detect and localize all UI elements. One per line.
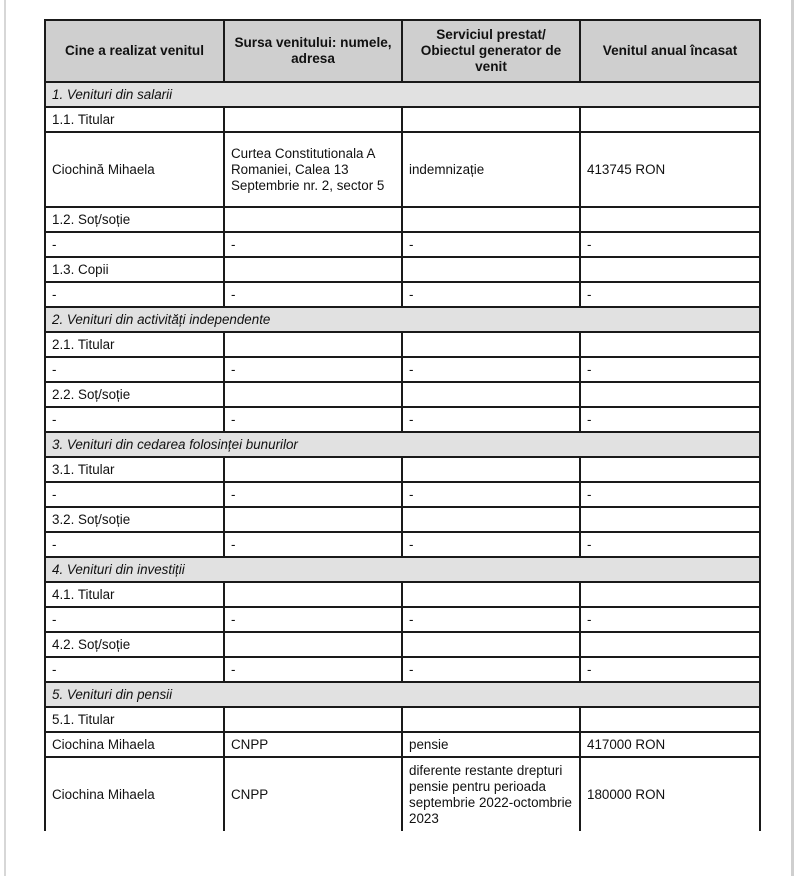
empty-cell [224, 507, 402, 532]
dash-cell: - [580, 282, 760, 307]
section-title-investments: 4. Venituri din investiții [45, 557, 760, 582]
row-label: 4.2. Soț/soție [45, 632, 224, 657]
dash-cell: - [224, 657, 402, 682]
row-label: 2.1. Titular [45, 332, 224, 357]
table-row [45, 532, 760, 557]
row-label: 5.1. Titular [45, 707, 224, 732]
empty-cell [224, 582, 402, 607]
section-row [45, 432, 760, 457]
dash-cell: - [402, 407, 580, 432]
header-source: Sursa venitului: numele, adresa [224, 20, 402, 82]
table-row [45, 657, 760, 682]
section-title-independent: 2. Venituri din activități independente [45, 307, 760, 332]
table-row [45, 457, 760, 482]
dash-cell: - [402, 232, 580, 257]
dash-cell: - [580, 407, 760, 432]
dash-cell: - [402, 657, 580, 682]
dash-cell: - [224, 407, 402, 432]
empty-cell [224, 257, 402, 282]
dash-cell: - [402, 282, 580, 307]
dash-cell: - [402, 532, 580, 557]
dash-cell: - [45, 482, 224, 507]
dash-cell: - [580, 232, 760, 257]
section-row [45, 557, 760, 582]
header-amount: Venitul anual încasat [580, 20, 760, 82]
table-row [45, 257, 760, 282]
dash-cell: - [580, 482, 760, 507]
section-title-pensions: 5. Venituri din pensii [45, 682, 760, 707]
empty-cell [402, 707, 580, 732]
table-row [45, 507, 760, 532]
income-service: pensie [402, 732, 580, 757]
page-edge-left [4, 0, 6, 876]
dash-cell: - [45, 407, 224, 432]
table-row [45, 332, 760, 357]
table-row [45, 407, 760, 432]
income-holder: Ciochină Mihaela [45, 132, 224, 207]
table-row [45, 132, 760, 207]
row-label: 3.2. Soț/soție [45, 507, 224, 532]
empty-cell [580, 707, 760, 732]
empty-cell [402, 382, 580, 407]
empty-cell [224, 632, 402, 657]
table-row [45, 582, 760, 607]
income-amount: 180000 RON [580, 757, 760, 831]
table-row [45, 357, 760, 382]
income-source: Curtea Constitutionala A Romaniei, Calea 13 Septembrie nr. 2, sector 5 [224, 132, 402, 207]
table-row [45, 207, 760, 232]
dash-cell: - [402, 482, 580, 507]
section-row [45, 82, 760, 107]
section-row [45, 682, 760, 707]
dash-cell: - [402, 607, 580, 632]
empty-cell [224, 382, 402, 407]
income-source: CNPP [224, 732, 402, 757]
empty-cell [224, 457, 402, 482]
income-service: indemnizație [402, 132, 580, 207]
empty-cell [402, 457, 580, 482]
dash-cell: - [45, 357, 224, 382]
dash-cell: - [580, 607, 760, 632]
empty-cell [402, 332, 580, 357]
dash-cell: - [224, 232, 402, 257]
table-row [45, 757, 760, 831]
header-who: Cine a realizat venitul [45, 20, 224, 82]
table-row [45, 382, 760, 407]
dash-cell: - [402, 357, 580, 382]
table-row [45, 282, 760, 307]
dash-cell: - [45, 657, 224, 682]
empty-cell [580, 457, 760, 482]
row-label: 1.2. Soț/soție [45, 207, 224, 232]
table-row [45, 732, 760, 757]
empty-cell [224, 332, 402, 357]
section-row [45, 307, 760, 332]
table-row [45, 232, 760, 257]
dash-cell: - [224, 482, 402, 507]
row-label: 4.1. Titular [45, 582, 224, 607]
empty-cell [402, 107, 580, 132]
dash-cell: - [224, 607, 402, 632]
income-amount: 417000 RON [580, 732, 760, 757]
empty-cell [402, 507, 580, 532]
header-service: Serviciul prestat/ Obiectul generator de venit [402, 20, 580, 82]
income-holder: Ciochina Mihaela [45, 757, 224, 831]
dash-cell: - [224, 357, 402, 382]
table-row [45, 607, 760, 632]
row-label: 3.1. Titular [45, 457, 224, 482]
table-row [45, 707, 760, 732]
row-label: 1.1. Titular [45, 107, 224, 132]
empty-cell [224, 107, 402, 132]
income-source: CNPP [224, 757, 402, 831]
dash-cell: - [224, 282, 402, 307]
empty-cell [580, 332, 760, 357]
empty-cell [580, 582, 760, 607]
table-row [45, 107, 760, 132]
dash-cell: - [45, 232, 224, 257]
section-title-salaries: 1. Venituri din salarii [45, 82, 760, 107]
page-edge-right [791, 0, 794, 876]
row-label: 1.3. Copii [45, 257, 224, 282]
empty-cell [580, 107, 760, 132]
dash-cell: - [45, 282, 224, 307]
empty-cell [224, 707, 402, 732]
income-holder: Ciochina Mihaela [45, 732, 224, 757]
income-service: diferente restante drepturi pensie pentru perioada septembrie 2022-octombrie 2023 [402, 757, 580, 831]
row-label: 2.2. Soț/soție [45, 382, 224, 407]
header-row [45, 20, 760, 82]
income-amount: 413745 RON [580, 132, 760, 207]
empty-cell [580, 632, 760, 657]
empty-cell [224, 207, 402, 232]
empty-cell [580, 207, 760, 232]
dash-cell: - [580, 357, 760, 382]
empty-cell [580, 507, 760, 532]
dash-cell: - [580, 532, 760, 557]
dash-cell: - [224, 532, 402, 557]
table-row [45, 482, 760, 507]
empty-cell [580, 382, 760, 407]
table-row [45, 632, 760, 657]
dash-cell: - [45, 532, 224, 557]
dash-cell: - [580, 657, 760, 682]
empty-cell [402, 207, 580, 232]
empty-cell [580, 257, 760, 282]
income-declaration-table [44, 19, 761, 831]
dash-cell: - [45, 607, 224, 632]
empty-cell [402, 257, 580, 282]
empty-cell [402, 632, 580, 657]
section-title-property-use: 3. Venituri din cedarea folosinței bunurilor [45, 432, 760, 457]
empty-cell [402, 582, 580, 607]
